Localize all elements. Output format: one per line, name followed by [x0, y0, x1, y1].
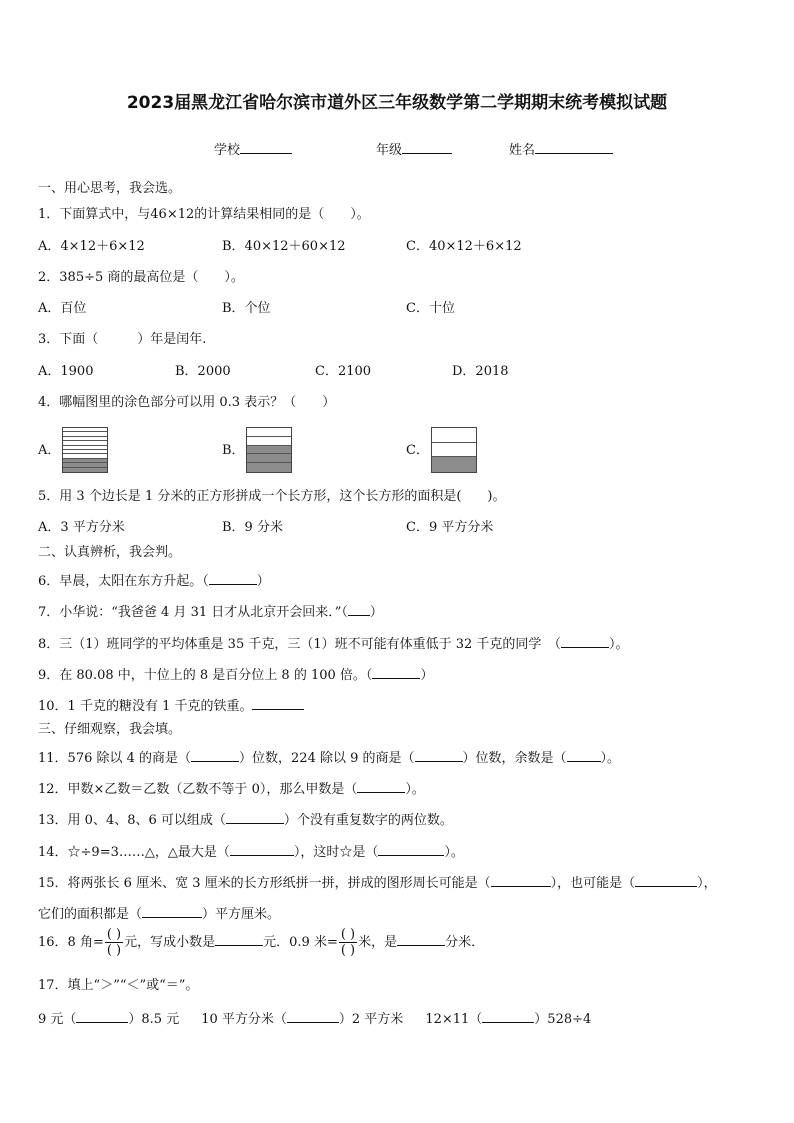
- figure-part: [247, 463, 291, 472]
- name-field[interactable]: [509, 141, 613, 159]
- q7-blank[interactable]: [348, 603, 370, 616]
- grade-field[interactable]: [376, 141, 452, 159]
- figure-part: [432, 428, 476, 443]
- q8-blank[interactable]: [561, 635, 609, 648]
- section-1-heading: 一、用心思考，我会选。: [38, 181, 182, 196]
- school-blank[interactable]: [240, 141, 292, 154]
- q3-option-a[interactable]: A．1900: [38, 364, 94, 379]
- q5-option-c[interactable]: C．9 平方分米: [406, 520, 494, 535]
- q15-blank-3[interactable]: [142, 905, 202, 918]
- q4-figure-a: [62, 427, 108, 473]
- q15-blank-1[interactable]: [491, 874, 551, 887]
- q4-figure-b: [246, 427, 292, 473]
- q1-option-c[interactable]: C．40×12＋6×12: [406, 239, 522, 254]
- q3-option-d[interactable]: D．2018: [452, 364, 509, 379]
- q16: 16．8 角= $\frac{( )}{( )}$ 元，写成小数是 元．0.9 米= $\frac{( )}{( )}$ 米，是 分米．: [38, 927, 485, 958]
- q16-blank-2[interactable]: [397, 933, 445, 946]
- figure-part: [432, 443, 476, 458]
- q11-blank-1[interactable]: [191, 749, 239, 762]
- q7: 7．小华说：“我爸爸 4 月 31 日才从北京开会回来．”（ ）: [38, 605, 383, 620]
- school-label: 学校: [214, 143, 241, 158]
- q5-option-a[interactable]: A．3 平方分米: [38, 520, 125, 535]
- q2-option-b[interactable]: B．个位: [222, 301, 271, 316]
- q8: 8．三（1）班同学的平均体重是 35 千克，三（1）班不可能有体重低于 32 千克的同学 （ ）。: [38, 637, 629, 652]
- q16-fraction-2[interactable]: $\frac{( )}{( )}$: [340, 927, 356, 958]
- q11: 11．576 除以 4 的商是（ ）位数，224 除以 9 的商是（ ）位数，余数是（ ）。: [38, 751, 621, 766]
- section-3-heading: 三、仔细观察，我会填。: [38, 722, 182, 737]
- school-field[interactable]: [214, 141, 292, 159]
- q11-blank-3[interactable]: [567, 749, 601, 762]
- page-title: 2023届黑龙江省哈尔滨市道外区三年级数学第二学期期末统考模拟试题: [126, 93, 668, 113]
- q16-fraction-1[interactable]: $\frac{( )}{( )}$: [106, 927, 122, 958]
- section-2-heading: 二、认真辨析，我会判。: [38, 545, 182, 560]
- q3-stem: 3．下面（ ）年是闰年.: [38, 332, 207, 347]
- name-label: 姓名: [509, 143, 536, 158]
- q17-stem: 17．填上“＞”“＜”或“＝”。: [38, 978, 199, 993]
- q1-stem: 1．下面算式中，与46×12的计算结果相同的是（ ）。: [38, 207, 370, 222]
- q17-blank-1[interactable]: [76, 1010, 128, 1023]
- figure-part: [247, 454, 291, 463]
- grade-label: 年级: [376, 143, 403, 158]
- q15-blank-2[interactable]: [635, 874, 697, 887]
- q17-items: 9 元（ ）8.5 元 10 平方分米（ ）2 平方米 12×11（ ）528÷4: [38, 1012, 592, 1027]
- q3-option-b[interactable]: B．2000: [175, 364, 231, 379]
- q5-option-b[interactable]: B．9 分米: [222, 520, 283, 535]
- q13: 13．用 0、4、8、6 可以组成（ ）个没有重复数字的两位数。: [38, 813, 453, 828]
- q6: 6．早晨，太阳在东方升起。（ ）: [38, 574, 270, 589]
- q2-stem: 2．385÷5 商的最高位是（ ）。: [38, 270, 244, 285]
- q4-option-b[interactable]: B．: [222, 443, 245, 458]
- figure-part: [247, 446, 291, 455]
- q9: 9．在 80.08 中，十位上的 8 是百分位上 8 的 100 倍。（ ）: [38, 668, 434, 683]
- q5-stem: 5．用 3 个边长是 1 分米的正方形拼成一个长方形，这个长方形的面积是( )。: [38, 489, 506, 504]
- q16-blank-1[interactable]: [215, 933, 263, 946]
- q15-line-2: 它们的面积都是（ ）平方厘米。: [38, 907, 281, 922]
- q4-option-c[interactable]: C．: [406, 443, 429, 458]
- grade-blank[interactable]: [402, 141, 452, 154]
- q14: 14．☆÷9=3……△，△最大是（ ），这时☆是（ ）。: [38, 845, 464, 860]
- q1-option-a[interactable]: A．4×12＋6×12: [38, 239, 145, 254]
- q17-blank-3[interactable]: [482, 1010, 534, 1023]
- q14-blank-1[interactable]: [230, 843, 294, 856]
- q10: 10．1 千克的糖没有 1 千克的铁重。: [38, 697, 304, 715]
- q11-blank-2[interactable]: [415, 749, 463, 762]
- q17-blank-2[interactable]: [287, 1010, 339, 1023]
- q6-blank[interactable]: [209, 572, 257, 585]
- q15-line-1: 15．将两张长 6 厘米、宽 3 厘米的长方形纸拼一拼，拼成的图形周长可能是（ ），也可能是（ ），: [38, 876, 717, 891]
- q14-blank-2[interactable]: [378, 843, 444, 856]
- figure-part: [247, 428, 291, 437]
- q1-option-b[interactable]: B．40×12＋60×12: [222, 239, 346, 254]
- name-blank[interactable]: [535, 141, 613, 154]
- q10-blank[interactable]: [252, 697, 304, 710]
- q4-stem: 4．哪幅图里的涂色部分可以用 0.3 表示？（ ）: [38, 395, 336, 410]
- figure-part: [432, 457, 476, 472]
- q9-blank[interactable]: [372, 666, 420, 679]
- q2-option-a[interactable]: A．百位: [38, 301, 87, 316]
- q2-option-c[interactable]: C．十位: [406, 301, 455, 316]
- q4-figure-c: [431, 427, 477, 473]
- figure-part: [63, 468, 107, 472]
- q12: 12．甲数×乙数＝乙数（乙数不等于 0），那么甲数是（ ）。: [38, 782, 425, 797]
- q3-option-c[interactable]: C．2100: [315, 364, 372, 379]
- q12-blank[interactable]: [357, 780, 405, 793]
- figure-part: [247, 437, 291, 446]
- q13-blank[interactable]: [226, 811, 284, 824]
- q4-option-a[interactable]: A．: [38, 443, 61, 458]
